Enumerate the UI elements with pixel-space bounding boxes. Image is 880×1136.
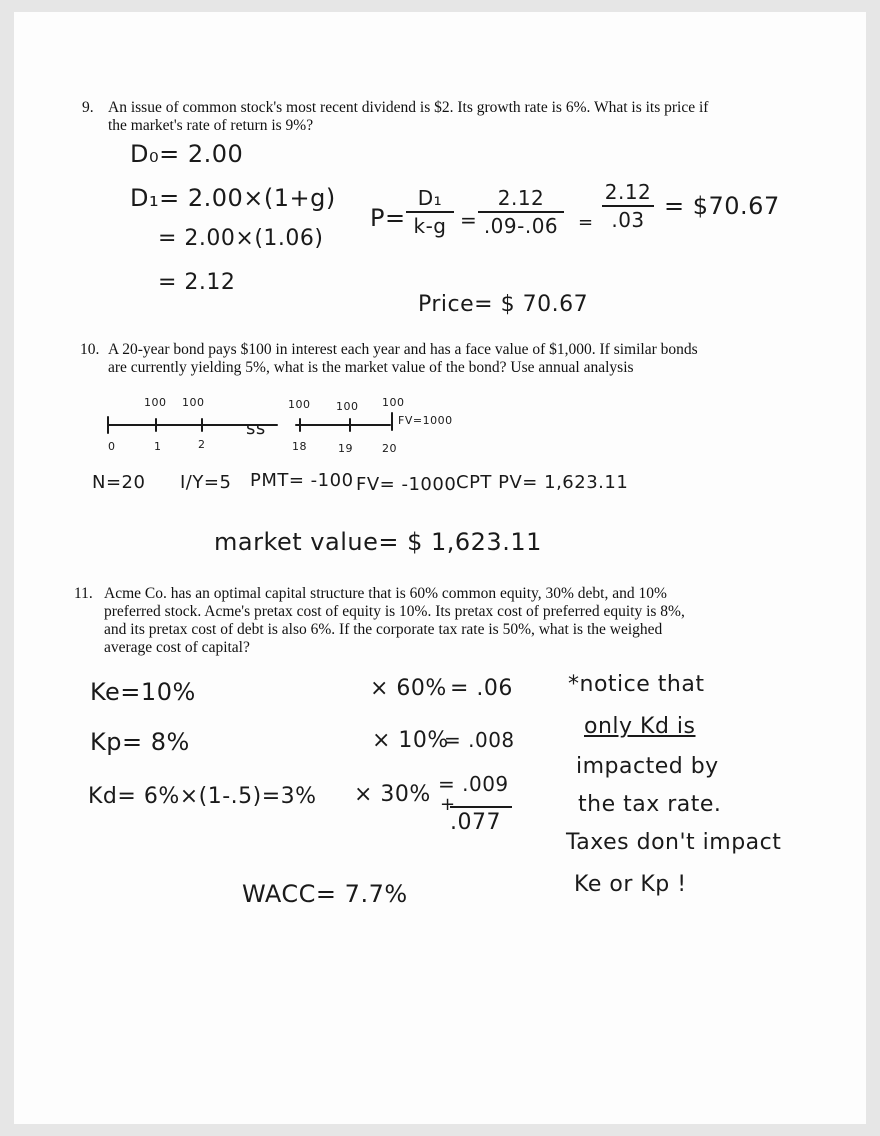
q11-weight-debt: × 30% <box>354 782 431 807</box>
q9-frac2-numerator: 2.12 <box>497 186 545 210</box>
calc-iy: I/Y=5 <box>180 472 232 493</box>
timeline-cash-20: 100 <box>382 396 405 409</box>
q11-weight-equity: × 60% <box>370 676 447 701</box>
q9-frac3-bar <box>602 205 654 207</box>
note-line6: Ke or Kp ! <box>574 872 687 897</box>
q9-frac3-denominator: .03 <box>611 208 645 232</box>
note-line5: Taxes don't impact <box>566 830 782 855</box>
q10-text-line2: are currently yielding 5%, what is the market value of the bond? Use annual analysis <box>108 359 634 376</box>
timeline-cash-18: 100 <box>288 398 311 411</box>
timeline-cash-2: 100 <box>182 396 205 409</box>
q11-weight-preferred: × 10% <box>372 728 449 753</box>
q9-fraction-simplified <box>602 180 654 232</box>
q10-text-line1: A 20-year bond pays $100 in interest each year and has a face value of $1,000. If similar bonds <box>108 341 698 358</box>
q11-total: .077 <box>450 810 501 835</box>
note-line4: the tax rate. <box>578 792 722 817</box>
worksheet-page <box>14 12 866 1124</box>
q9-fraction-values <box>478 186 564 238</box>
q11-cost-equity: Ke=10% <box>90 678 196 706</box>
q11-plus-sign: + <box>440 794 456 815</box>
q11-text-line3: and its pretax cost of debt is also 6%. If the corporate tax rate is 50%, what is the weighed <box>104 621 663 638</box>
timeline-cash-1: 100 <box>144 396 167 409</box>
q9-step2: = 2.00×(1.06) <box>158 226 324 251</box>
calc-cpt-pv: CPT PV= 1,623.11 <box>456 472 629 493</box>
calc-n: N=20 <box>92 472 146 493</box>
q9-d0: D₀= 2.00 <box>130 140 244 168</box>
timeline-period-2: 2 <box>198 438 206 451</box>
timeline-break-mark: ss <box>246 418 266 439</box>
q11-cost-preferred: Kp= 8% <box>90 728 190 756</box>
q11-result-preferred: = .008 <box>444 728 515 752</box>
q9-frac1-numerator: D₁ <box>417 186 443 210</box>
q11-text-line2: preferred stock. Acme's pretax cost of equity is 10%. Its pretax cost of preferred equity is 8%, <box>104 603 685 620</box>
q11-cost-debt: Kd= 6%×(1-.5)=3% <box>88 784 317 809</box>
note-line2: only Kd is <box>584 714 696 739</box>
timeline-face-value: FV=1000 <box>398 414 453 427</box>
q9-frac2-bar <box>478 211 564 213</box>
q9-frac3-numerator: 2.12 <box>604 180 652 204</box>
q9-result: = $70.67 <box>664 192 780 220</box>
q11-number: 11. <box>74 585 93 602</box>
q11-sum-line <box>450 806 512 808</box>
calc-pmt: PMT= -100 <box>250 470 354 491</box>
q9-frac1-bar <box>406 211 454 213</box>
q9-eq2: = <box>578 212 594 233</box>
timeline-period-1: 1 <box>154 440 162 453</box>
q10-market-value-answer: market value= $ 1,623.11 <box>214 528 542 556</box>
q11-result-equity: = .06 <box>450 676 513 701</box>
q11-result-debt: = .009 <box>438 772 509 796</box>
q9-frac1-denominator: k-g <box>413 214 447 238</box>
q9-text-line2: the market's rate of return is 9%? <box>108 117 314 134</box>
calc-fv: FV= -1000 <box>356 474 457 495</box>
q9-eq1: = <box>460 208 478 232</box>
q9-p-label: P= <box>370 204 406 232</box>
q10-number: 10. <box>80 341 100 358</box>
q11-wacc-answer: WACC= 7.7% <box>242 880 408 908</box>
q9-d1: D₁= 2.00×(1+g) <box>130 184 336 212</box>
timeline-period-20: 20 <box>382 442 397 455</box>
q9-price-answer: Price= $ 70.67 <box>418 292 589 317</box>
q9-frac2-denominator: .09-.06 <box>483 214 559 238</box>
q11-text-line4: average cost of capital? <box>104 639 250 656</box>
q9-text-line1: An issue of common stock's most recent dividend is $2. Its growth rate is 6%. What is its price if <box>108 99 709 116</box>
q9-step3: = 2.12 <box>158 270 236 295</box>
q11-text-line1: Acme Co. has an optimal capital structure that is 60% common equity, 30% debt, and 10% <box>104 585 667 602</box>
timeline-cash-19: 100 <box>336 400 359 413</box>
timeline-period-19: 19 <box>338 442 353 455</box>
q9-fraction-formula <box>406 186 454 238</box>
note-line3: impacted by <box>576 754 719 779</box>
timeline-period-18: 18 <box>292 440 307 453</box>
note-line1: *notice that <box>568 672 705 697</box>
q9-number: 9. <box>82 99 94 116</box>
timeline-period-0: 0 <box>108 440 116 453</box>
